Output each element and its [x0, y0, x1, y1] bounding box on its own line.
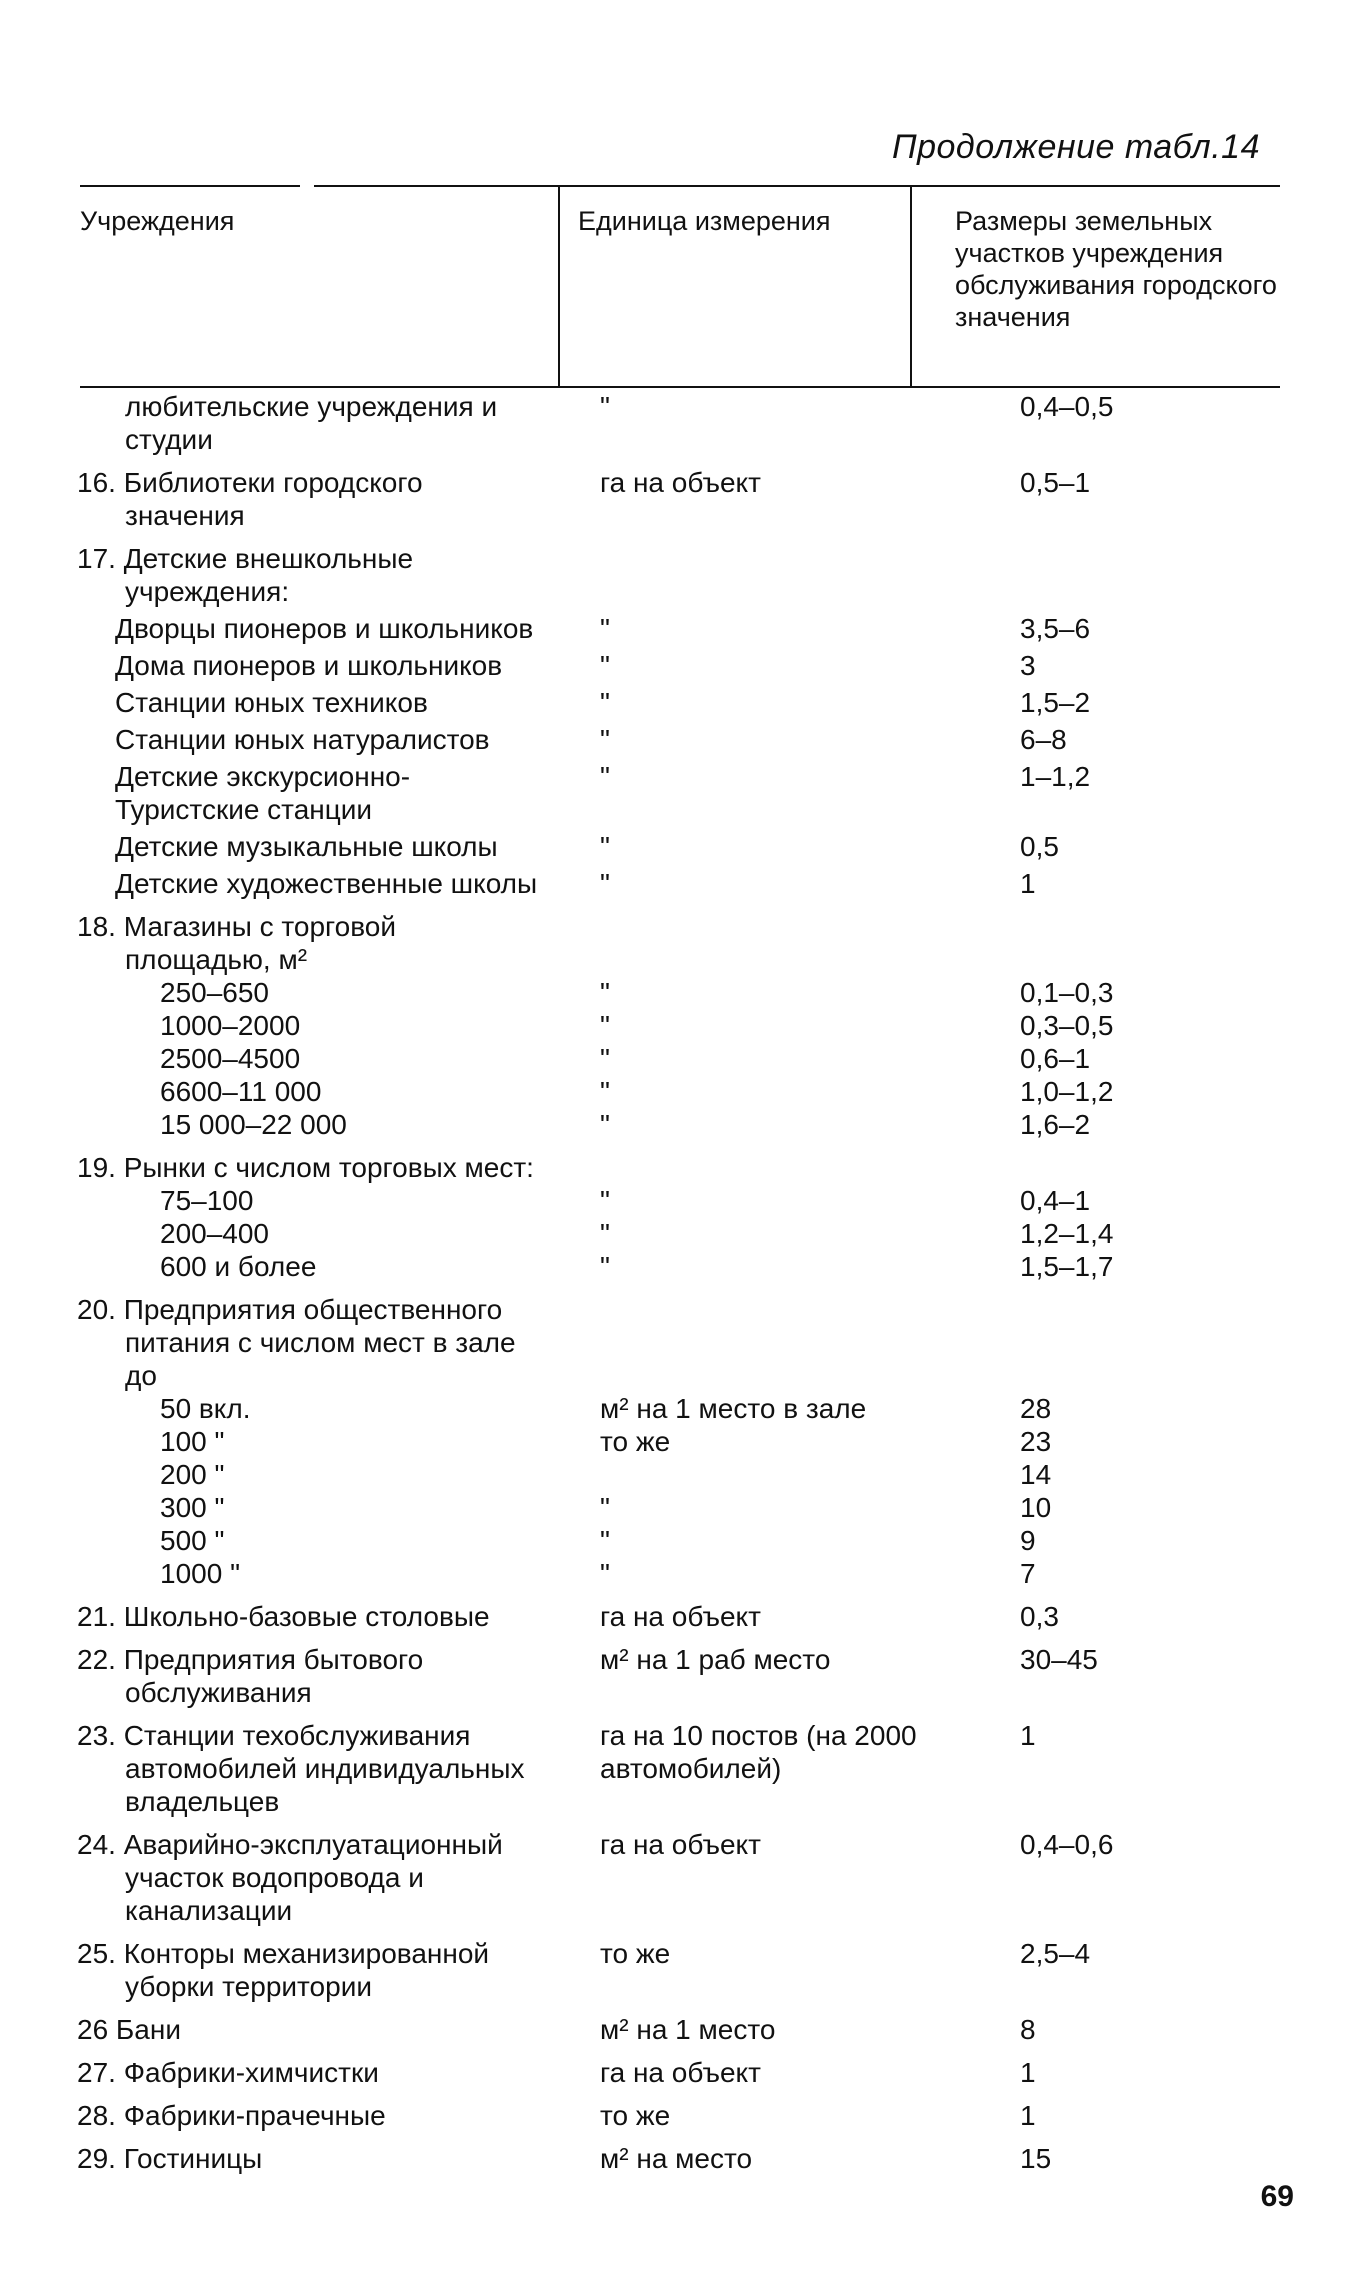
table-row	[0, 2056, 1372, 2089]
institution-cell: 2500–4500	[160, 1043, 301, 1074]
table-row	[0, 1937, 1372, 2003]
unit-cell: "	[600, 391, 610, 422]
table-row	[0, 1643, 1372, 1709]
institution-cell: 600 и более	[160, 1251, 317, 1282]
table-row	[0, 390, 1372, 456]
table-row	[0, 542, 1372, 608]
plot-size-cell: 1	[1020, 2100, 1036, 2131]
unit-cell: то же	[600, 1938, 671, 1969]
plot-size-cell: 1,6–2	[1020, 1109, 1091, 1140]
header-unit: Единица измерения	[578, 206, 831, 236]
table-row	[0, 2013, 1372, 2046]
plot-size-cell: 15	[1020, 2143, 1052, 2174]
table-row	[0, 1392, 1372, 1425]
unit-cell: "	[600, 613, 610, 644]
unit-cell: "	[600, 1492, 610, 1523]
institution-cell: Детские экскурсионно-Туристские станции	[115, 761, 411, 825]
table-row	[0, 1151, 1372, 1184]
institution-cell: 18. Магазины с торговой площадью, м²	[77, 911, 396, 975]
institution-cell: 25. Конторы механизированной уборки территории	[77, 1938, 490, 2002]
institution-cell: Детские художественные школы	[115, 868, 538, 899]
table-row	[0, 830, 1372, 863]
unit-cell: "	[600, 1109, 610, 1140]
plot-size-cell: 1,5–1,7	[1020, 1251, 1114, 1282]
institution-cell: 6600–11 000	[160, 1076, 322, 1107]
plot-size-cell: 0,3	[1020, 1601, 1059, 1632]
institution-cell: 24. Аварийно-эксплуатационный участок водопровода и канализации	[77, 1829, 503, 1926]
unit-cell: "	[600, 831, 610, 862]
rule-gap	[300, 180, 314, 190]
institution-cell: 300 "	[160, 1492, 225, 1523]
plot-size-cell: 2,5–4	[1020, 1938, 1091, 1969]
unit-cell: "	[600, 761, 610, 792]
institution-cell: Дома пионеров и школьников	[115, 650, 503, 681]
unit-cell: "	[600, 650, 610, 681]
unit-cell: м² на 1 место в зале	[600, 1393, 867, 1424]
unit-cell: "	[600, 1010, 610, 1041]
table-row	[0, 760, 1372, 826]
institution-cell: 200–400	[160, 1218, 270, 1249]
plot-size-cell: 10	[1020, 1492, 1052, 1523]
unit-cell: "	[600, 1076, 610, 1107]
unit-cell: га на объект	[600, 467, 761, 498]
plot-size-cell: 14	[1020, 1459, 1052, 1490]
plot-size-cell: 0,4–1	[1020, 1185, 1091, 1216]
institution-cell: Детские музыкальные школы	[115, 831, 498, 862]
plot-size-cell: 9	[1020, 1525, 1036, 1556]
unit-cell: "	[600, 687, 610, 718]
unit-cell: га на объект	[600, 1829, 761, 1860]
unit-cell: то же	[600, 1426, 671, 1457]
header-institutions: Учреждения	[80, 206, 235, 236]
table-row	[0, 1600, 1372, 1633]
unit-cell: "	[600, 1043, 610, 1074]
institution-cell: 17. Детские внешкольные учреждения:	[77, 543, 414, 607]
institution-cell: 200 "	[160, 1459, 225, 1490]
plot-size-cell: 23	[1020, 1426, 1052, 1457]
table-row	[0, 1557, 1372, 1590]
unit-cell: м² на 1 место	[600, 2014, 776, 2045]
unit-cell: "	[600, 977, 610, 1008]
unit-cell: "	[600, 1525, 610, 1556]
institution-cell: 1000 "	[160, 1558, 241, 1589]
unit-cell: "	[600, 724, 610, 755]
institution-cell: 500 "	[160, 1525, 225, 1556]
unit-cell: м² на место	[600, 2143, 753, 2174]
table-row	[0, 1217, 1372, 1250]
table-continuation-caption: Продолжение табл.14	[891, 128, 1260, 166]
table-row	[0, 2099, 1372, 2132]
plot-size-cell: 1	[1020, 2057, 1036, 2088]
plot-size-cell: 0,4–0,6	[1020, 1829, 1114, 1860]
institution-cell: 16. Библиотеки городского значения	[77, 467, 423, 531]
plot-size-cell: 3,5–6	[1020, 613, 1091, 644]
unit-cell: га на 10 постов (на 2000 автомобилей)	[600, 1720, 917, 1784]
unit-cell: га на объект	[600, 2057, 761, 2088]
institution-cell: 75–100	[160, 1185, 254, 1216]
institution-cell: 250–650	[160, 977, 270, 1008]
table-top-rule	[80, 185, 1280, 187]
institution-cell: 26 Бани	[77, 2014, 181, 2045]
table-row	[0, 686, 1372, 719]
institution-cell: 23. Станции техобслуживания автомобилей индивидуальных владельцев	[77, 1720, 525, 1817]
plot-size-cell: 7	[1020, 1558, 1036, 1589]
institution-cell: 15 000–22 000	[160, 1109, 347, 1140]
unit-cell: "	[600, 1251, 610, 1282]
table-row	[0, 466, 1372, 532]
plot-size-cell: 1,0–1,2	[1020, 1076, 1114, 1107]
table-row	[0, 649, 1372, 682]
plot-size-cell: 8	[1020, 2014, 1036, 2045]
header-column-divider-2	[910, 187, 912, 387]
table-row	[0, 1458, 1372, 1491]
unit-cell: "	[600, 1218, 610, 1249]
plot-size-cell: 1,2–1,4	[1020, 1218, 1114, 1249]
institution-cell: 50 вкл.	[160, 1393, 251, 1424]
table-row	[0, 723, 1372, 756]
plot-size-cell: 1,5–2	[1020, 687, 1091, 718]
table-body	[0, 390, 1372, 2175]
unit-cell: "	[600, 1185, 610, 1216]
plot-size-cell: 28	[1020, 1393, 1052, 1424]
header-plot-size: Размеры земельных участков учреждения обслуживания городского значения	[955, 206, 1277, 332]
plot-size-cell: 0,5–1	[1020, 467, 1091, 498]
table-row	[0, 2142, 1372, 2175]
plot-size-cell: 1	[1020, 868, 1036, 899]
table-row	[0, 1524, 1372, 1557]
table-row	[0, 1184, 1372, 1217]
unit-cell: "	[600, 1558, 610, 1589]
table-row	[0, 1250, 1372, 1283]
plot-size-cell: 0,3–0,5	[1020, 1010, 1114, 1041]
plot-size-cell: 1–1,2	[1020, 761, 1091, 792]
table-row	[0, 1009, 1372, 1042]
institution-cell: Станции юных техников	[115, 687, 428, 718]
institution-cell: 21. Школьно-базовые столовые	[77, 1601, 490, 1632]
plot-size-cell: 0,1–0,3	[1020, 977, 1114, 1008]
institution-cell: любительские учреждения и студии	[125, 391, 498, 455]
plot-size-cell: 0,6–1	[1020, 1043, 1091, 1074]
table-row	[0, 910, 1372, 976]
header-column-divider-1	[558, 187, 560, 387]
plot-size-cell: 0,4–0,5	[1020, 391, 1114, 422]
plot-size-cell: 1	[1020, 1720, 1036, 1751]
institution-cell: 19. Рынки с числом торговых мест:	[77, 1152, 534, 1183]
table-row	[0, 1042, 1372, 1075]
institution-cell: Дворцы пионеров и школьников	[115, 613, 534, 644]
page-number: 69	[1260, 2180, 1294, 2213]
plot-size-cell: 3	[1020, 650, 1036, 681]
institution-cell: 100 "	[160, 1426, 225, 1457]
institution-cell: Станции юных натуралистов	[115, 724, 490, 755]
unit-cell: "	[600, 868, 610, 899]
table-row	[0, 1108, 1372, 1141]
institution-cell: 27. Фабрики-химчистки	[77, 2057, 379, 2088]
header-bottom-rule	[80, 386, 1280, 388]
table-row	[0, 1719, 1372, 1818]
unit-cell: то же	[600, 2100, 671, 2131]
table-row	[0, 612, 1372, 645]
table-row	[0, 1293, 1372, 1392]
table-row	[0, 867, 1372, 900]
table-row	[0, 1491, 1372, 1524]
unit-cell: га на объект	[600, 1601, 761, 1632]
table-row	[0, 1828, 1372, 1927]
institution-cell: 1000–2000	[160, 1010, 301, 1041]
institution-cell: 28. Фабрики-прачечные	[77, 2100, 386, 2131]
institution-cell: 20. Предприятия общественного питания с числом мест в зале до	[77, 1294, 516, 1391]
table-row	[0, 976, 1372, 1009]
plot-size-cell: 30–45	[1020, 1644, 1098, 1675]
plot-size-cell: 6–8	[1020, 724, 1067, 755]
table-row	[0, 1075, 1372, 1108]
institution-cell: 29. Гостиницы	[77, 2143, 263, 2174]
institution-cell: 22. Предприятия бытового обслуживания	[77, 1644, 424, 1708]
table-row	[0, 1425, 1372, 1458]
unit-cell: м² на 1 раб место	[600, 1644, 831, 1675]
plot-size-cell: 0,5	[1020, 831, 1059, 862]
